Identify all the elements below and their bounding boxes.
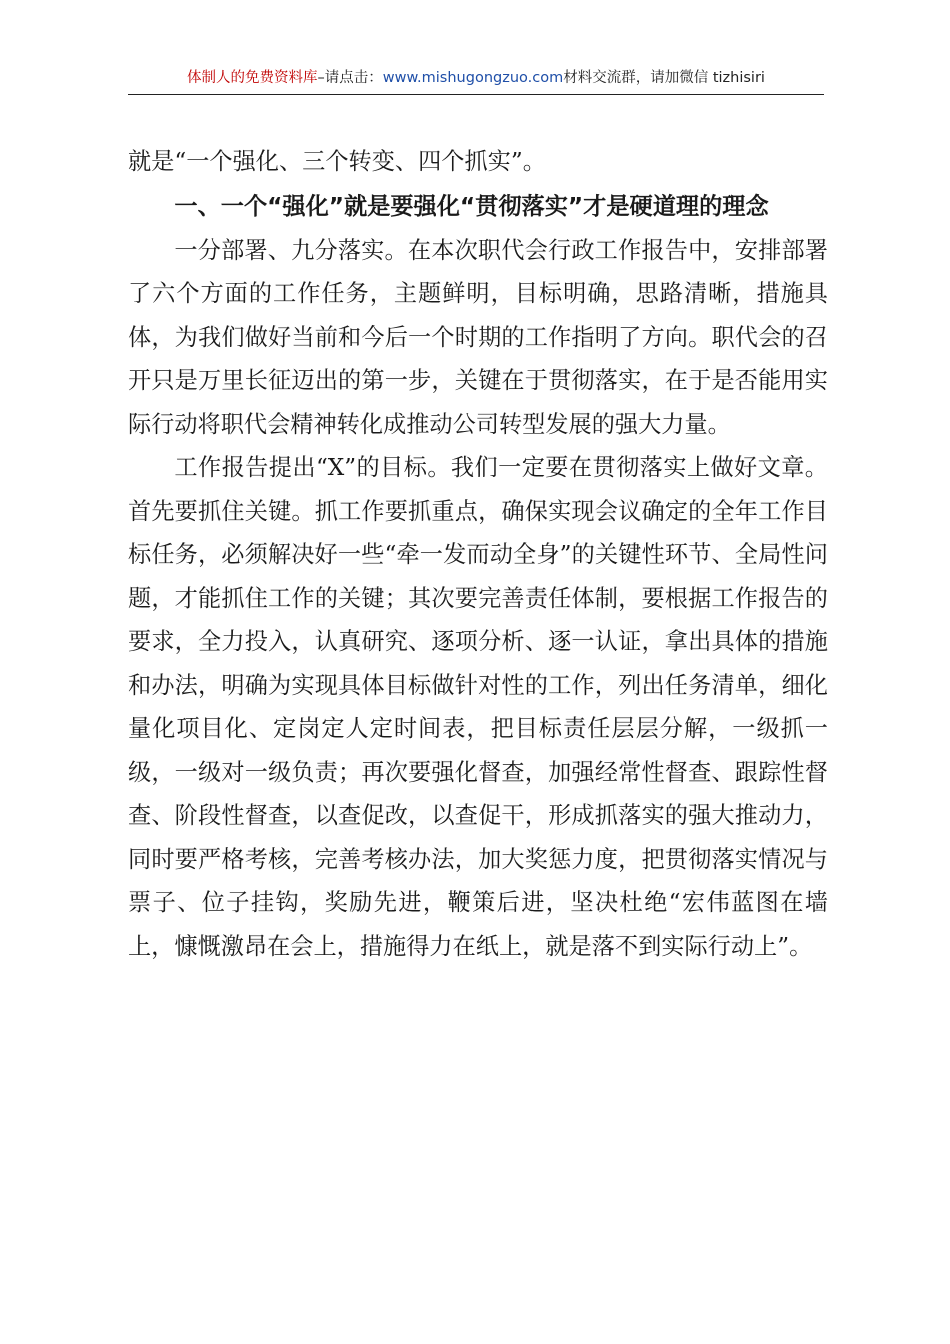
opening-line: 就是“一个强化、三个转变、四个抓实”。 xyxy=(128,148,546,175)
section-heading: 一、一个“强化”就是要强化“贯彻落实”才是硬道理的理念 xyxy=(174,192,769,220)
header-brand: 体制人的免费资料库 xyxy=(187,70,318,86)
body-paragraph: 工作报告提出“X”的目标。我们一定要在贯彻落实上做好文章。首先要抓住关键。抓工作要抓重点，确保实现会议确定的全年工作目标任务，必须解决好一些“牵一发而动全身”的关键性环节、全局性问题，才能抓住工作的关键；其次要完善责任体制，要根据工作报告的要求，全力投入，认真研究、逐项分析、逐一认证，拿出具体的措施和办法，明确为实现具体目标做针对性的工作，列出任务清单，细化量化项目化、定岗定人定时间表，把目标责任层层分解，一级抓一级，一级对一级负责；再次要强化督查，加强经常性督查、跟踪性督查、阶段性督查，以查促改，以查促干，形成抓落实的强大推动力，同时要严格考核，完善考核办法，加大奖惩力度，把贯彻落实情况与票子、位子挂钩，奖励先进，鞭策后进，坚决杜绝“宏伟蓝图在墙上，慷慨激昂在会上，措施得力在纸上，就是落不到实际行动上”。 xyxy=(128,454,828,960)
document-body xyxy=(128,140,828,968)
header-prompt: –请点击： xyxy=(317,70,383,86)
page-header xyxy=(128,68,824,95)
header-link[interactable]: www.mishugongzuo.com xyxy=(382,70,564,86)
body-paragraph: 一分部署、九分落实。在本次职代会行政工作报告中，安排部署了六个方面的工作任务，主题鲜明，目标明确，思路清晰，措施具体，为我们做好当前和今后一个时期的工作指明了方向。职代会的召开只是万里长征迈出的第一步，关键在于贯彻落实，在于是否能用实际行动将职代会精神转化成推动公司转型发展的强大力量。 xyxy=(128,236,828,438)
header-suffix: 材料交流群，请加微信 tizhisiri xyxy=(563,70,765,86)
